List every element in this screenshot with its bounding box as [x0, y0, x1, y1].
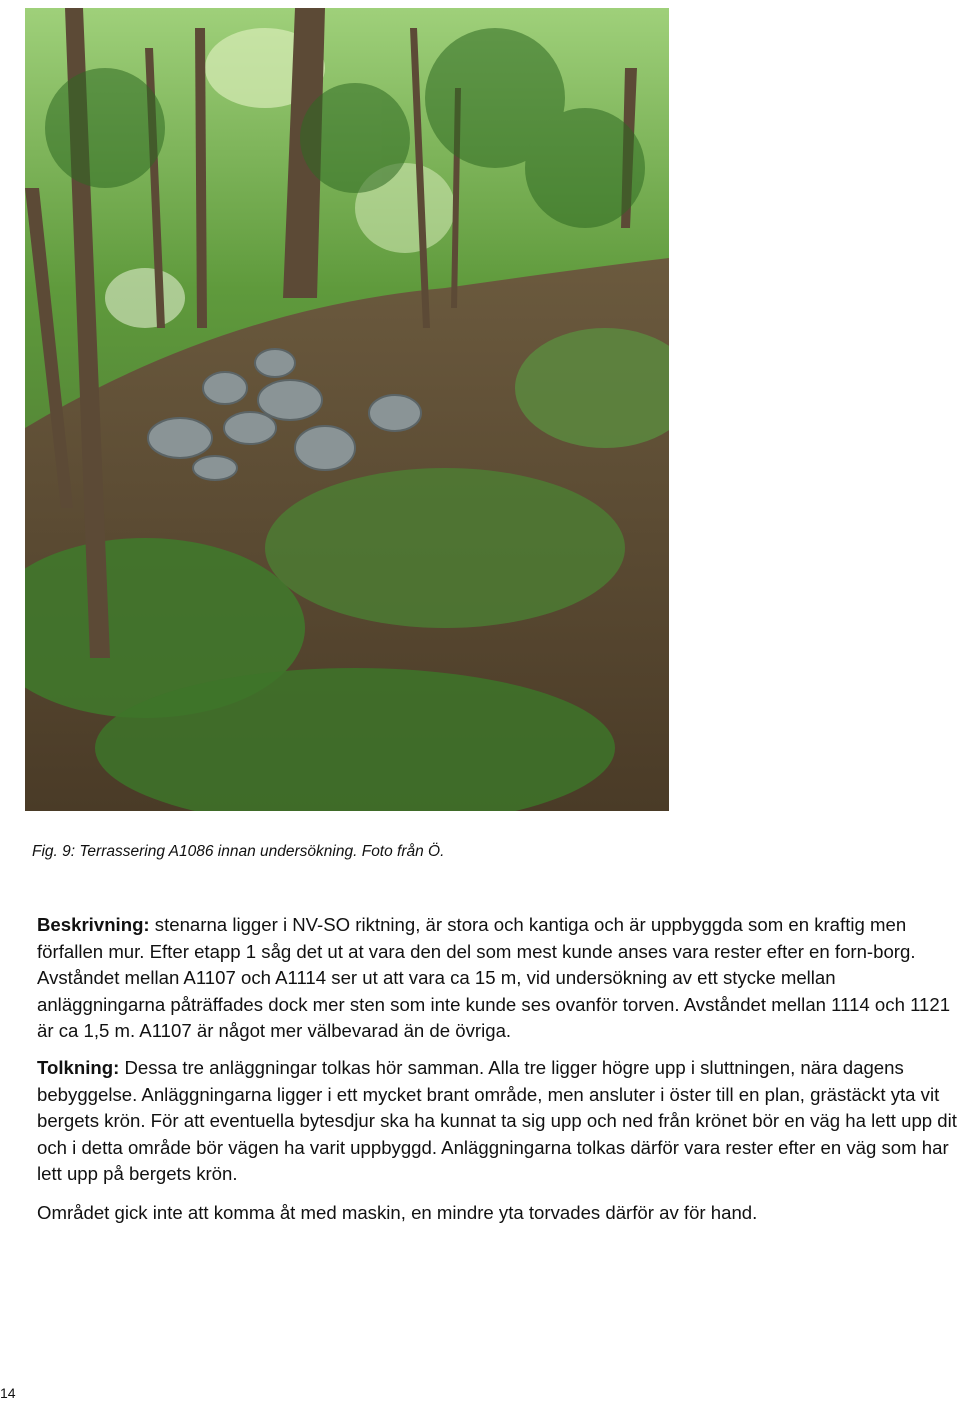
figure-caption: Fig. 9: Terrassering A1086 innan undersökning. Foto från Ö.: [32, 843, 445, 860]
tolkning-paragraph: [37, 1055, 960, 1188]
tolkning-text: Dessa tre anläggningar tolkas hör samman. Alla tre ligger högre upp i sluttningen, nära dagens bebyggelse. Anläggningarna ligger i ett mycket brant område, men ansluter i öster till en plan, grästäckt yta vit bergets krön. För att eventuella bytesdjur ska ha kunnat ta sig upp och ned från krönet bör en väg ha lett upp dit och i detta område bör vägen ha varit uppbyggd. Anläggningarna tolkas därför vara rester efter en väg som har lett upp på bergets krön.: [37, 1057, 957, 1184]
forest-scene-illustration: [25, 8, 669, 811]
beskrivning-paragraph: [37, 912, 960, 1045]
closing-paragraph: Området gick inte att komma åt med maskin, en mindre yta torvades därför av för hand.: [37, 1202, 758, 1223]
beskrivning-text: stenarna ligger i NV-SO riktning, är stora och kantiga och är uppbyggda som en kraftig men förfallen mur. Efter etapp 1 såg det ut at vara den del som mest kunde anses vara rester efter en forn-borg. Avståndet mellan A1107 och A1114 ser ut att vara ca 15 m, vid undersökning av ett stycke mellan anläggningarna påträffades dock mer sten som inte kunde ses ovanför torven. Avståndet mellan 1114 och 1121 är ca 1,5 m. A1107 är något mer välbevarad än de övriga.: [37, 914, 951, 1041]
beskrivning-label: Beskrivning:: [37, 914, 150, 935]
page-number: 14: [0, 1385, 16, 1401]
forest-photo: [25, 8, 669, 811]
tolkning-label: Tolkning:: [37, 1057, 120, 1078]
